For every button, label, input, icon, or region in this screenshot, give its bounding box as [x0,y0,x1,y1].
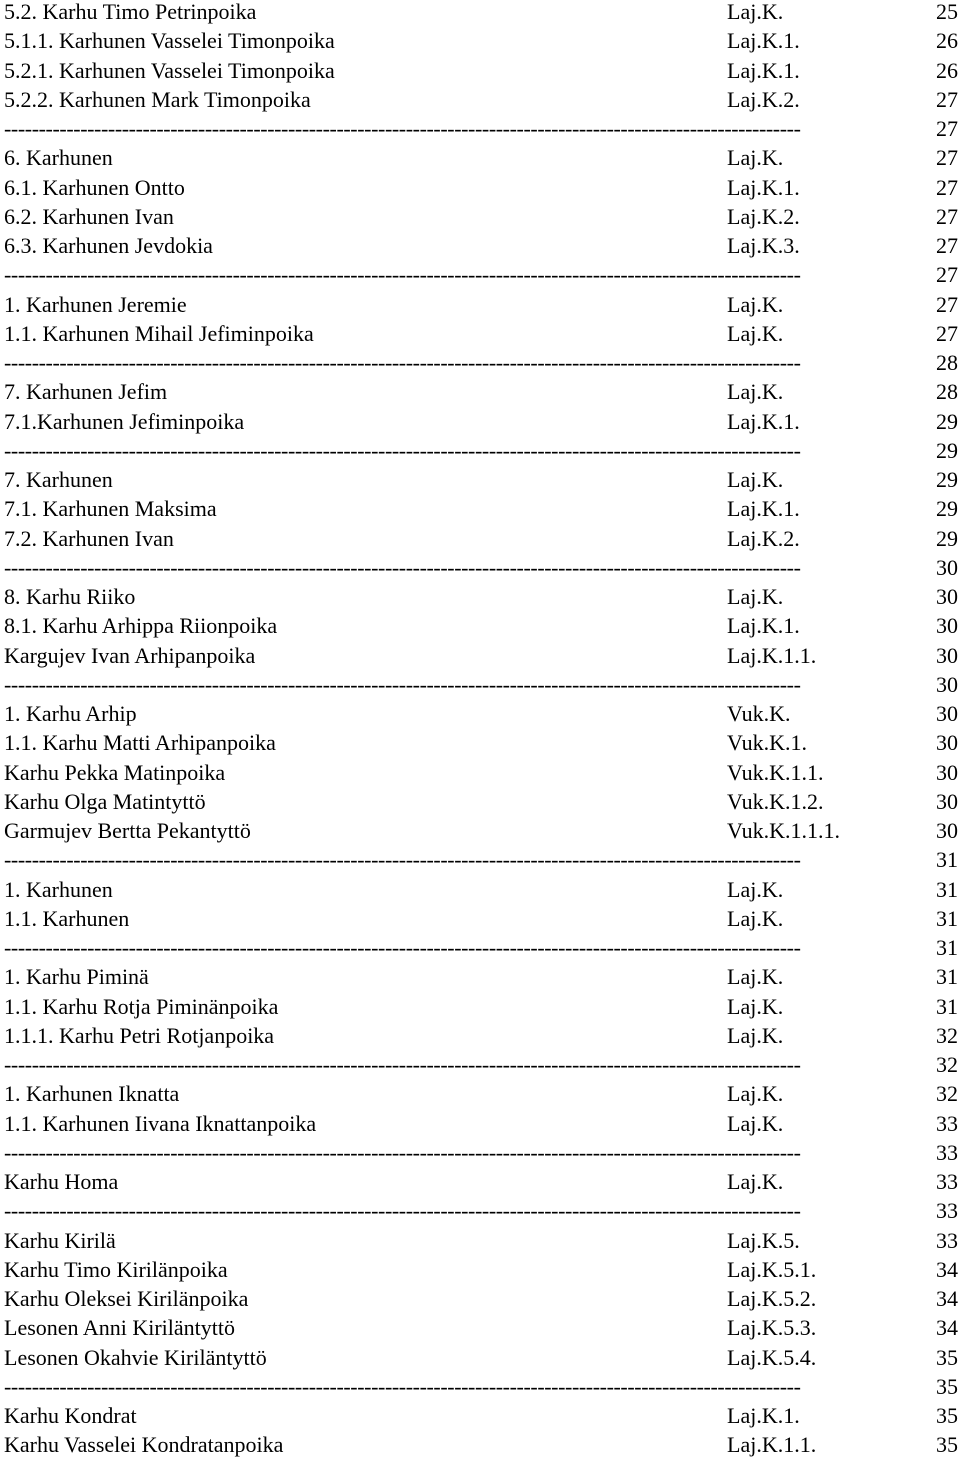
page-number: 29 [936,467,958,492]
toc-entry [0,582,960,611]
entry-code: Laj.K. [727,0,784,24]
page-number: 27 [936,203,958,229]
entry-code: Laj.K.2. [727,86,800,112]
dashed-separator: ------------------------------------------------------------------------------------------------------------------- [4,116,801,141]
separator-row [0,1138,960,1167]
page-number: 33 [936,1198,958,1224]
entry-code: Vuk.K.1. [727,730,807,756]
entry-code: Laj.K.5.1. [727,1256,817,1282]
entry-name: Karhu Kondrat [4,1403,137,1428]
page-number: 28 [936,350,958,375]
entry-name: 1.1. Karhu Matti Arhipanpoika [4,730,276,756]
toc-entry [0,641,960,670]
entry-code: Laj.K.3. [727,233,800,258]
entry-name: 6.2. Karhunen Ivan [4,203,174,229]
entry-name: 6.3. Karhunen Jevdokia [4,233,213,258]
page-number: 31 [936,876,958,902]
separator-row [0,260,960,289]
toc-entry [0,319,960,348]
entry-code: Laj.K. [727,1110,784,1136]
page-number: 30 [936,642,958,668]
entry-name: 8.1. Karhu Arhippa Riionpoika [4,613,278,639]
entry-code: Laj.K. [727,905,784,931]
dashed-separator: ------------------------------------------------------------------------------------------------------------------- [4,1139,801,1165]
page-number: 27 [936,86,958,112]
page-number: 33 [936,1110,958,1136]
page-number: 30 [936,613,958,639]
page-number: 29 [936,408,958,434]
page-number: 27 [936,174,958,200]
entry-name: Karhu Homa [4,1169,119,1194]
entry-name: 8. Karhu Riiko [4,584,136,609]
entry-code: Laj.K. [727,876,784,902]
entry-code: Laj.K.5.2. [727,1286,817,1311]
entry-name: 1.1. Karhu Rotja Piminänpoika [4,993,279,1019]
entry-code: Laj.K.1. [727,1403,800,1428]
page-number: 32 [936,1022,958,1048]
entry-code: Laj.K. [727,1169,784,1194]
entry-code: Laj.K. [727,1022,784,1048]
entry-code: Laj.K. [727,467,784,492]
toc-entry [0,875,960,904]
page-number: 27 [936,291,958,317]
entry-name: Lesonen Anni Kiriläntyttö [4,1315,235,1341]
page-number: 30 [936,818,958,843]
page-number: 34 [936,1256,958,1282]
page-number: 34 [936,1315,958,1341]
entry-code: Laj.K.1. [727,496,800,522]
entry-code: Vuk.K.1.2. [727,788,824,814]
page-number: 33 [936,1139,958,1165]
page-number: 35 [936,1373,958,1399]
separator-row [0,348,960,377]
entry-name: 7. Karhunen Jefim [4,379,168,405]
entry-code: Laj.K.2. [727,525,800,551]
page-number: 25 [936,0,958,24]
entry-name: 1.1. Karhunen Iivana Iknattanpoika [4,1110,317,1136]
toc-entry [0,143,960,172]
entry-code: Laj.K.1. [727,408,800,434]
toc-entry [0,1109,960,1138]
entry-name: 1.1.1. Karhu Petri Rotjanpoika [4,1022,275,1048]
toc-entry [0,699,960,728]
entry-name: 7.1.Karhunen Jefiminpoika [4,408,245,434]
entry-name: Garmujev Bertta Pekantyttö [4,818,251,843]
toc-entry [0,1255,960,1284]
toc-entry [0,758,960,787]
toc-entry [0,1079,960,1108]
entry-code: Laj.K. [727,379,784,405]
entry-name: 1. Karhu Arhip [4,701,137,726]
entry-name: 5.2.2. Karhunen Mark Timonpoika [4,86,311,112]
entry-code: Laj.K.5. [727,1227,800,1253]
separator-row [0,1050,960,1079]
entry-code: Laj.K. [727,993,784,1019]
entry-code: Laj.K. [727,291,784,317]
page-number: 30 [936,759,958,785]
dashed-separator: ------------------------------------------------------------------------------------------------------------------- [4,1373,801,1399]
toc-entry [0,0,960,26]
toc-entry [0,1430,960,1459]
toc-entry [0,56,960,85]
page-number: 31 [936,935,958,960]
page-number: 31 [936,847,958,873]
toc-entry [0,1284,960,1313]
entry-name: 6. Karhunen [4,145,113,171]
dashed-separator: ------------------------------------------------------------------------------------------------------------------- [4,554,801,580]
separator-row [0,845,960,874]
entry-code: Laj.K.1. [727,57,800,83]
entry-name: Karhu Vasselei Kondratanpoika [4,1432,284,1458]
entry-code: Laj.K.5.4. [727,1344,817,1370]
toc-entry [0,407,960,436]
dashed-separator: ------------------------------------------------------------------------------------------------------------------- [4,350,801,375]
page-number: 26 [936,57,958,83]
toc-entry [0,1226,960,1255]
dashed-separator: ------------------------------------------------------------------------------------------------------------------- [4,671,801,697]
toc-entry [0,26,960,55]
entry-name: Karhu Olga Matintyttö [4,788,206,814]
toc-entry [0,611,960,640]
entry-name: 1.1. Karhunen [4,905,130,931]
page-number: 29 [936,525,958,551]
page-number: 31 [936,993,958,1019]
separator-row [0,933,960,962]
toc-entry [0,962,960,991]
entry-name: Karhu Kirilä [4,1227,116,1253]
toc-entry [0,494,960,523]
dashed-separator: ------------------------------------------------------------------------------------------------------------------- [4,935,801,960]
toc-entry [0,1313,960,1342]
toc-entry [0,992,960,1021]
entry-code: Laj.K. [727,1081,784,1107]
entry-name: 1. Karhunen Jeremie [4,291,187,317]
separator-row [0,553,960,582]
toc-entry [0,377,960,406]
page-number: 27 [936,116,958,141]
entry-name: 5.1.1. Karhunen Vasselei Timonpoika [4,28,335,54]
entry-name: Karhu Oleksei Kirilänpoika [4,1286,249,1311]
entry-code: Laj.K.1.1. [727,1432,817,1458]
page-number: 32 [936,1052,958,1077]
dashed-separator: ------------------------------------------------------------------------------------------------------------------- [4,437,801,463]
toc-entry [0,231,960,260]
entry-name: Karhu Pekka Matinpoika [4,759,226,785]
toc-entry [0,465,960,494]
page-number: 32 [936,1081,958,1107]
entry-name: Lesonen Okahvie Kiriläntyttö [4,1344,267,1370]
toc-entry [0,173,960,202]
toc-entry [0,1401,960,1430]
entry-name: 1. Karhunen [4,876,113,902]
entry-name: 7. Karhunen [4,467,113,492]
page-number: 27 [936,262,958,288]
entry-code: Laj.K. [727,145,784,171]
entry-code: Laj.K.1. [727,174,800,200]
separator-row [0,1372,960,1401]
separator-row [0,114,960,143]
entry-code: Vuk.K.1.1.1. [727,818,840,843]
entry-code: Vuk.K.1.1. [727,759,824,785]
page-number: 29 [936,437,958,463]
page-number: 27 [936,320,958,346]
toc-entry [0,290,960,319]
page-number: 34 [936,1286,958,1311]
page-number: 29 [936,496,958,522]
entry-name: 5.2.1. Karhunen Vasselei Timonpoika [4,57,335,83]
dashed-separator: ------------------------------------------------------------------------------------------------------------------- [4,1198,801,1224]
page-number: 27 [936,233,958,258]
page-number: 30 [936,788,958,814]
entry-name: 1. Karhu Piminä [4,964,149,990]
entry-code: Laj.K.1. [727,28,800,54]
page-number: 35 [936,1432,958,1458]
toc-entry [0,816,960,845]
entry-code: Laj.K. [727,964,784,990]
page-number: 35 [936,1344,958,1370]
entry-name: 6.1. Karhunen Ontto [4,174,185,200]
entry-code: Laj.K.5.3. [727,1315,817,1341]
entry-name: Karhu Timo Kirilänpoika [4,1256,228,1282]
entry-code: Laj.K. [727,584,784,609]
toc-entry [0,1167,960,1196]
entry-name: 1. Karhunen Iknatta [4,1081,180,1107]
toc-entry [0,728,960,757]
entry-code: Laj.K.1.1. [727,642,817,668]
page-number: 30 [936,701,958,726]
entry-code: Laj.K. [727,320,784,346]
toc-entry [0,904,960,933]
page-number: 30 [936,671,958,697]
dashed-separator: ------------------------------------------------------------------------------------------------------------------- [4,1052,801,1077]
toc-entry [0,524,960,553]
toc-entry [0,787,960,816]
toc-entry [0,85,960,114]
entry-code: Laj.K.1. [727,613,800,639]
page-number: 30 [936,554,958,580]
toc-entry [0,1343,960,1372]
page-number: 30 [936,584,958,609]
entry-code: Laj.K.2. [727,203,800,229]
page-number: 31 [936,905,958,931]
page-number: 33 [936,1169,958,1194]
entry-name: Kargujev Ivan Arhipanpoika [4,642,256,668]
entry-name: 5.2. Karhu Timo Petrinpoika [4,0,257,24]
toc-entry [0,202,960,231]
page-number: 30 [936,730,958,756]
page-number: 35 [936,1403,958,1428]
entry-code: Vuk.K. [727,701,791,726]
toc-entry [0,1021,960,1050]
page-number: 26 [936,28,958,54]
entry-name: 7.2. Karhunen Ivan [4,525,174,551]
separator-row [0,436,960,465]
page-number: 33 [936,1227,958,1253]
entry-name: 1.1. Karhunen Mihail Jefiminpoika [4,320,314,346]
dashed-separator: ------------------------------------------------------------------------------------------------------------------- [4,262,801,288]
dashed-separator: ------------------------------------------------------------------------------------------------------------------- [4,847,801,873]
separator-row [0,670,960,699]
page-number: 27 [936,145,958,171]
separator-row [0,1196,960,1225]
entry-name: 7.1. Karhunen Maksima [4,496,217,522]
page-number: 28 [936,379,958,405]
page-number: 31 [936,964,958,990]
